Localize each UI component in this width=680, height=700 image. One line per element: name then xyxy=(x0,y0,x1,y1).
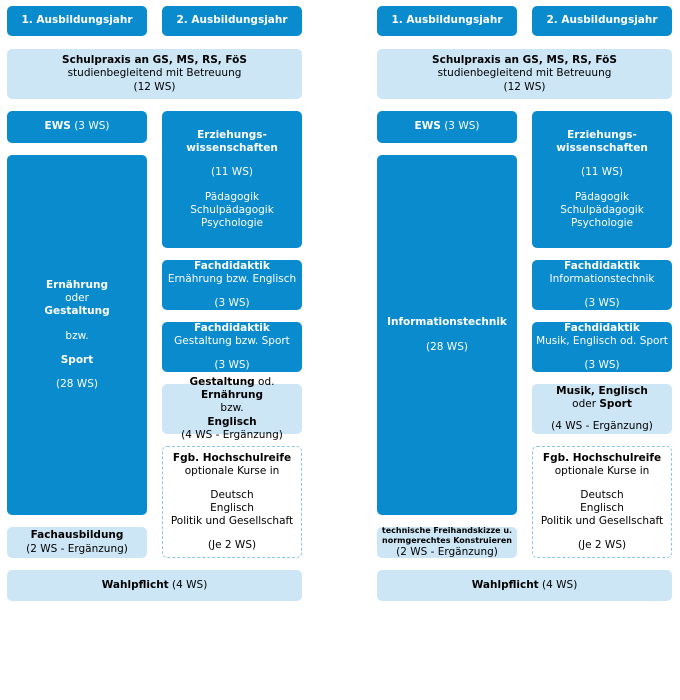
fachausbildung-ws: (2 WS - Ergänzung) xyxy=(26,542,128,555)
erg-word-3: Ernährung xyxy=(200,389,264,402)
fgb-hochschulreife-box xyxy=(162,446,302,558)
main-subject-box xyxy=(377,155,517,515)
erg-word-2: oder xyxy=(572,398,597,411)
fachdidaktik-1-box xyxy=(162,260,302,310)
ergaenzung-box xyxy=(532,384,672,434)
fachausbildung-box xyxy=(7,527,147,558)
erg-word-1: Gestaltung xyxy=(189,376,255,389)
erziehung-item: Schulpädagogik xyxy=(190,203,274,216)
fachdidaktik-ws: (3 WS) xyxy=(214,358,250,371)
main-line-4: bzw. xyxy=(65,329,89,342)
erg-word-5: Englisch xyxy=(207,415,257,428)
fgb-item: Politik und Gesellschaft xyxy=(540,515,664,528)
wahlpflicht-box xyxy=(7,570,302,601)
fgb-title: Fgb. Hochschulreife xyxy=(172,451,292,464)
wahlpflicht-label: Wahlpflicht xyxy=(471,578,539,591)
fgb-subtitle: optionale Kurse in xyxy=(554,464,650,477)
year2-header: 2. Ausbildungsjahr xyxy=(162,6,302,36)
tech-line-2: normgerechtes Konstruieren xyxy=(382,535,512,545)
main-line-2: oder xyxy=(65,292,89,305)
tech-line-1: technische Freihandskizze u. xyxy=(381,525,513,535)
ews-box xyxy=(377,111,517,143)
fgb-ws: (Je 2 WS) xyxy=(577,539,627,552)
tech-ws: (2 WS - Ergänzung) xyxy=(396,545,498,558)
schulpraxis-ws: (12 WS) xyxy=(503,80,546,93)
fachdidaktik-subject: Musik, Englisch od. Sport xyxy=(536,335,668,348)
main-line-1: Ernährung xyxy=(45,279,109,292)
erziehungswissenschaften-box xyxy=(532,111,672,248)
erziehung-item: Pädagogik xyxy=(204,190,260,203)
fachdidaktik-subject: Ernährung bzw. Englisch xyxy=(167,273,297,286)
fachdidaktik-2-box xyxy=(532,322,672,372)
erg-ws: (4 WS - Ergänzung) xyxy=(551,419,653,432)
erg-word-4: bzw. xyxy=(220,402,244,415)
wahlpflicht-ws: (4 WS) xyxy=(172,578,208,591)
main-line-5: Sport xyxy=(60,353,94,366)
fachdidaktik-title: Fachdidaktik xyxy=(194,260,270,272)
erziehung-ws: (11 WS) xyxy=(581,166,623,179)
wahlpflicht-label: Wahlpflicht xyxy=(101,578,169,591)
fachdidaktik-title: Fachdidaktik xyxy=(194,322,270,334)
schulpraxis-box xyxy=(7,49,302,99)
erziehung-item: Schulpädagogik xyxy=(560,203,644,216)
fgb-item: Deutsch xyxy=(580,488,624,501)
ews-label: EWS xyxy=(414,120,441,133)
schulpraxis-title: Schulpraxis an GS, MS, RS, FöS xyxy=(62,54,247,67)
ews-box xyxy=(7,111,147,143)
fachdidaktik-ws: (3 WS) xyxy=(214,296,250,309)
fachdidaktik-ws: (3 WS) xyxy=(584,358,620,371)
fgb-item: Englisch xyxy=(580,502,624,514)
ews-ws: (3 WS) xyxy=(74,120,110,133)
fachdidaktik-title: Fachdidaktik xyxy=(564,322,640,334)
fgb-subtitle: optionale Kurse in xyxy=(184,464,280,477)
fachdidaktik-ws: (3 WS) xyxy=(584,296,620,309)
fgb-title: Fgb. Hochschulreife xyxy=(542,451,662,464)
schulpraxis-title: Schulpraxis an GS, MS, RS, FöS xyxy=(432,54,617,67)
ews-ws: (3 WS) xyxy=(444,120,480,133)
wahlpflicht-box xyxy=(377,570,672,601)
technische-freihandskizze-box xyxy=(377,527,517,558)
schulpraxis-subtitle: studienbegleitend mit Betreuung xyxy=(437,67,612,80)
main-ws: (28 WS) xyxy=(426,340,468,353)
fachdidaktik-subject: Informationstechnik xyxy=(549,273,655,286)
erziehung-item: Pädagogik xyxy=(574,190,630,203)
year1-header: 1. Ausbildungsjahr xyxy=(7,6,147,36)
main-ws: (28 WS) xyxy=(56,377,98,390)
erg-word-1: Musik, Englisch xyxy=(556,385,648,398)
fachdidaktik-2-box xyxy=(162,322,302,372)
fachdidaktik-subject: Gestaltung bzw. Sport xyxy=(174,335,290,348)
erg-word-2: od. xyxy=(258,376,275,389)
fachdidaktik-1-box xyxy=(532,260,672,310)
wahlpflicht-ws: (4 WS) xyxy=(542,578,578,591)
main-subject-box xyxy=(7,155,147,515)
erziehung-item: Psychologie xyxy=(200,216,264,229)
fachausbildung-title: Fachausbildung xyxy=(30,529,124,542)
erziehungswissenschaften-box xyxy=(162,111,302,248)
year1-header: 1. Ausbildungsjahr xyxy=(377,6,517,36)
fgb-hochschulreife-box xyxy=(532,446,672,558)
main-line-1: Informationstechnik xyxy=(387,316,507,329)
schulpraxis-subtitle: studienbegleitend mit Betreuung xyxy=(67,67,242,80)
erziehung-title-2: wissenschaften xyxy=(186,142,278,155)
erziehung-ws: (11 WS) xyxy=(211,166,253,179)
main-line-3: Gestaltung xyxy=(44,305,110,318)
schulpraxis-ws: (12 WS) xyxy=(133,80,176,93)
erg-ws: (4 WS - Ergänzung) xyxy=(181,428,283,441)
fgb-ws: (Je 2 WS) xyxy=(207,539,257,552)
erziehung-title-1: Erziehungs- xyxy=(567,129,637,142)
erziehung-item: Psychologie xyxy=(570,216,634,229)
fachdidaktik-title: Fachdidaktik xyxy=(564,260,640,272)
fgb-item: Politik und Gesellschaft xyxy=(170,515,294,528)
erziehung-title-1: Erziehungs- xyxy=(197,129,267,142)
schulpraxis-box xyxy=(377,49,672,99)
ergaenzung-box xyxy=(162,376,302,441)
year2-header: 2. Ausbildungsjahr xyxy=(532,6,672,36)
erziehung-title-2: wissenschaften xyxy=(556,142,648,155)
fgb-item: Deutsch xyxy=(210,488,254,501)
erg-word-3: Sport xyxy=(599,398,632,411)
ews-label: EWS xyxy=(44,120,71,133)
fgb-item: Englisch xyxy=(210,502,254,514)
